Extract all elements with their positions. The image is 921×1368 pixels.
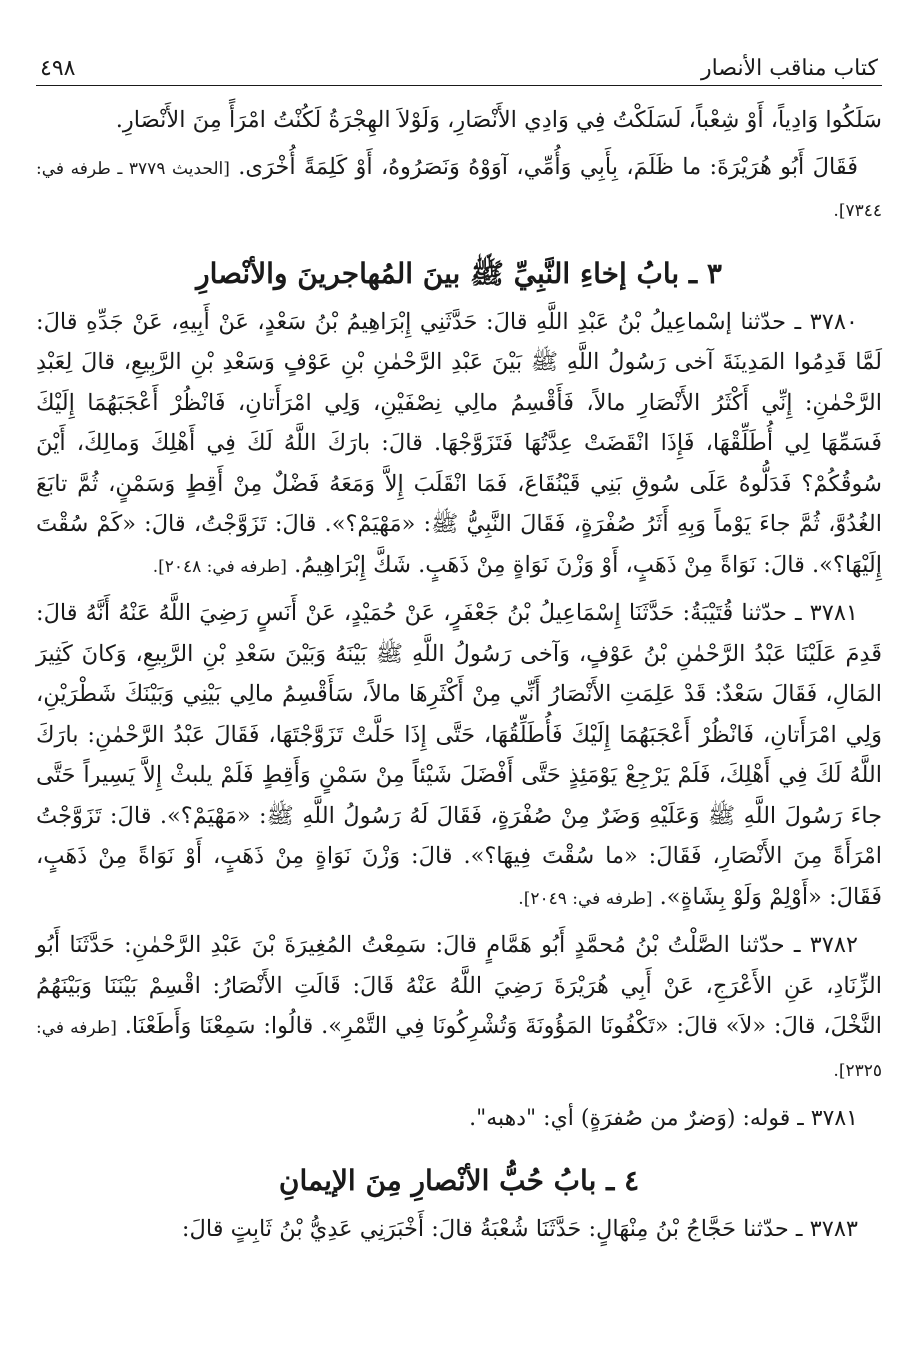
hadith-3783 xyxy=(36,1209,882,1249)
hadith-3783-text: ٣٧٨٣ ـ حدّثنا حَجَّاجُ بْنُ مِنْهَالٍ: حَدَّثَنَا شُعْبَةُ قالَ: أَخْبَرَنِي عَدِيُّ بْنُ ثَابِتٍ قالَ: xyxy=(181,1216,858,1242)
page-header xyxy=(36,56,882,85)
hadith-3782 xyxy=(36,925,882,1091)
abu-hurayra-reference: [الحديث ٣٧٧٩ ـ طرفه في: ٧٣٤٤]. xyxy=(36,158,882,221)
note-3781-text: ٣٧٨١ ـ قوله: (وَضرٌ من صُفرَةٍ) أي: "دهبه". xyxy=(469,1106,858,1131)
hadith-3781-reference: [طرفه في: ٢٠٤٩]. xyxy=(518,888,653,909)
hadith-3780-text: ٣٧٨٠ ـ حدّثنا إسْماعِيلُ بْنُ عَبْدِ اللَّهِ قالَ: حَدَّثَنِي إِبْرَاهِيمُ بْنُ سَعْدٍ، عَنْ أَبِيهِ، عَنْ جَدِّهِ قالَ: لَمَّا قَدِمُوا المَدِينَةَ آخى رَسُولُ اللَّهِ ﷺ بَيْنَ عَبْدِ الرَّحْمٰنِ بْنِ عَوْفٍ وَسَعْدِ بْنِ الرَّبِيعِ، قالَ لِعَبْدِ الرَّحْمٰنِ: إِنِّي أَكْثَرُ الأَنْصَارِ مالاً، فَأَقْسِمُ مالِي نِصْفَيْنِ، وَلِي امْرَأَتانِ، فَانْظُرْ أَعْجَبَهُمَا إِلَيْكَ فَسَمِّهَا لِي أُطَلِّقْهَا، فَإِذَا انْقَضَتْ عِدَّتُهَا فَتَزَوَّجْهَا. قالَ: بارَكَ اللَّهُ لَكَ فِي أَهْلِكَ وَمالِكَ، أَيْنَ سُوقُكُمْ؟ فَدَلُّوهُ عَلَى سُوقِ بَنِي قَيْنُقَاعَ، فَمَا انْقَلَبَ إِلاَّ وَمَعَهُ فَضْلٌ مِنْ أَقِطٍ وَسَمْنٍ، ثُمَّ تابَعَ الغُدُوَّ، ثُمَّ جاءَ يَوْماً وَبِهِ أَثَرُ صُفْرَةٍ، فَقَالَ النَّبِيُّ ﷺ: «مَهْيَمْ؟». قالَ: تَزَوَّجْتُ، قالَ: «كَمْ سُقْتَ إِلَيْهَا؟». قالَ: نَوَاةً مِنْ ذَهَبٍ، أَوْ وَزْنَ نَوَاةٍ مِنْ ذَهَبٍ. شَكَّ إِبْرَاهِيمُ. xyxy=(36,308,882,578)
hadith-3782-reference: [طرفه في: ٢٣٢٥]. xyxy=(36,1018,882,1081)
page xyxy=(36,56,882,1249)
book-title: كتاب مناقب الأنصار xyxy=(701,56,878,81)
chapter-4-title: ٤ ـ بابُ حُبُّ الأنْصارِ مِنَ الإيمانِ xyxy=(278,1164,640,1197)
page-number: ٤٩٨ xyxy=(40,56,76,81)
abu-hurayra-paragraph xyxy=(36,147,882,232)
hadith-3781-text: ٣٧٨١ ـ حدّثنا قُتَيْبَةُ: حَدَّثَنَا إِسْمَاعِيلُ بْنُ جَعْفَرٍ، عَنْ حُمَيْدٍ، عَنْ أَنَسٍ رَضِيَ اللَّهُ عَنْهُ أَنَّهُ قالَ: قَدِمَ عَلَيْنَا عَبْدُ الرَّحْمٰنِ بْنُ عَوْفٍ، وَآخى رَسُولُ اللَّهِ ﷺ بَيْنَهُ وَبَيْنَ سَعْدِ بْنِ الرَّبِيعِ، وَكانَ كَثِيرَ المَالِ، فَقَالَ سَعْدٌ: قَدْ عَلِمَتِ الأَنْصَارُ أَنِّي مِنْ أَكْثَرِهَا مالاً، سَأَقْسِمُ مالِي بَيْنِي وَبَيْنَكَ شَطْرَيْنِ، وَلِي امْرَأَتانِ، فَانْظُرْ أَعْجَبَهُمَا إِلَيْكَ فَأُطَلِّقُهَا، حَتَّى إِذَا حَلَّتْ تَزَوَّجْتَهَا، فَقَالَ عَبْدُ الرَّحْمٰنِ: بارَكَ اللَّهُ لَكَ فِي أَهْلِكَ، فَلَمْ يَرْجِعْ يَوْمَئِذٍ حَتَّى أَفْضَلَ شَيْئاً مِنْ سَمْنٍ وَأَقِطٍ فَلَمْ يلبثْ إِلاَّ يَسِيراً حَتَّى جاءَ رَسُولَ اللَّهِ ﷺ وَعَلَيْهِ وَضَرٌ مِنْ صُفْرَةٍ، فَقَالَ لَهُ رَسُولُ اللَّهِ ﷺ: «مَهْيَمْ؟». قالَ: تَزَوَّجْتُ امْرَأَةً مِنَ الأَنْصَارِ، فَقَالَ: «ما سُقْتَ فِيهَا؟». قالَ: وَزْنَ نَوَاةٍ مِنْ ذَهَبٍ، أَوْ نَوَاةً مِنْ ذَهَبٍ، فَقَالَ: «أَوْلِمْ وَلَوْ بِشَاةٍ». xyxy=(36,600,882,910)
hadith-3780-reference: [طرفه في: ٢٠٤٨]. xyxy=(152,556,287,577)
continuation-text: سَلَكُوا وَادِياً، أَوْ شِعْباً، لَسَلَكْتُ فِي وَادِي الأَنْصَارِ، وَلَوْلاَ الهِجْرَةُ لَكُنْتُ امْرَأً مِنَ الأَنْصَارِ. xyxy=(115,107,882,133)
abu-hurayra-text: فَقَالَ أَبُو هُرَيْرَةَ: ما ظَلَمَ، بِأَبِي وَأُمِّي، آوَوْهُ وَنَصَرُوهُ، أَوْ كَلِمَةً أُخْرَى. xyxy=(238,153,858,180)
hadith-3782-text: ٣٧٨٢ ـ حدّثنا الصَّلْتُ بْنُ مُحمَّدٍ أَبُو هَمَّامٍ قالَ: سَمِعْتُ المُغِيرَةَ بْنَ عَبْدِ الرَّحْمٰنِ: حَدَّثَنَا أَبُو الزِّنَادِ، عَنِ الأَعْرَجِ، عَنْ أَبِي هُرَيْرَةَ رَضِيَ اللَّهُ عَنْهُ قَالَ: قَالَتِ الأَنْصَارُ: اقْسِمْ بَيْنَنَا وَبَيْنَهُمُ النَّخْلَ، قالَ: «لاَ» قالَ: «تَكْفُونَا المَؤُونَةَ وَتُشْرِكُونَا فِي التَّمْرِ». قالُوا: سَمِعْنَا وَأَطَعْنَا. xyxy=(36,932,882,1039)
header-rule xyxy=(36,85,882,86)
hadith-continuation xyxy=(36,100,882,141)
hadith-3780 xyxy=(36,302,882,588)
hadith-3781 xyxy=(36,593,882,919)
chapter-3-title: ٣ ـ بابُ إخاءِ النَّبِيِّ ﷺ بينَ المُهاجرينَ والأنْصارِ xyxy=(196,256,722,290)
commentary-note-3781 xyxy=(36,1099,882,1139)
